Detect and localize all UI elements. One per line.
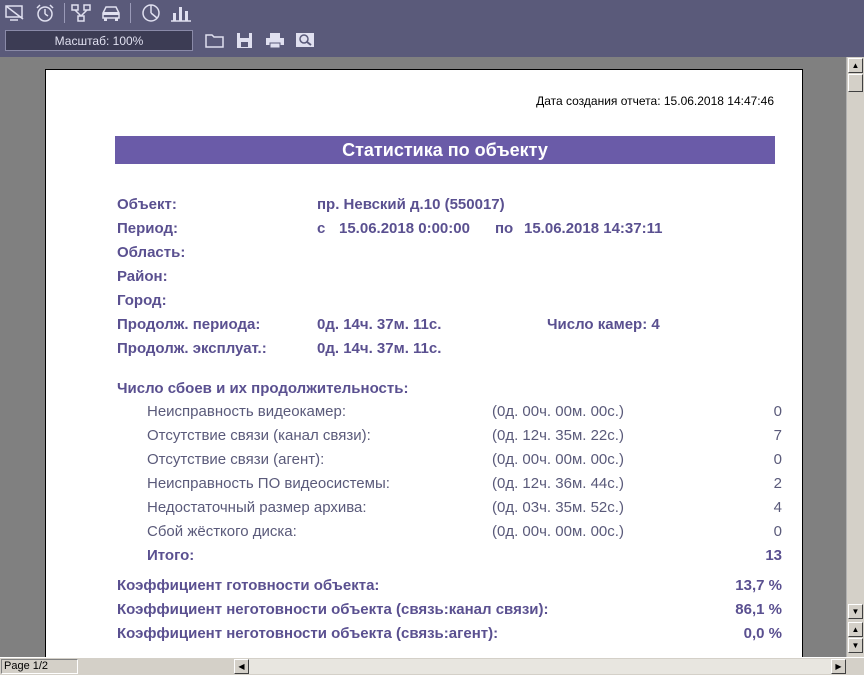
failure-count: 7 [773, 427, 782, 444]
scroll-thumb[interactable] [848, 74, 863, 92]
status-bar [0, 657, 864, 675]
failure-count: 2 [773, 475, 782, 492]
failure-name: Неисправность ПО видеосистемы: [147, 475, 390, 492]
prev-page-button[interactable]: ▲ [848, 622, 863, 637]
failure-duration: (0д. 00ч. 00м. 00с.) [492, 451, 624, 468]
save-icon[interactable] [234, 30, 256, 50]
report-title: Статистика по объекту [115, 136, 775, 164]
coefficient-value: 0,0 % [743, 625, 782, 642]
district-label: Район: [117, 268, 168, 285]
scroll-left-button[interactable]: ◀ [234, 659, 249, 674]
period-from-word: с [317, 220, 326, 237]
failure-duration: (0д. 03ч. 35м. 52с.) [492, 499, 624, 516]
monitor-off-icon[interactable] [4, 3, 26, 23]
period-label: Период: [117, 220, 178, 237]
car-icon[interactable] [100, 3, 122, 23]
report-viewport[interactable] [0, 57, 846, 657]
region-label: Область: [117, 244, 186, 261]
failure-name: Недостаточный размер архива: [147, 499, 367, 516]
scroll-right-button[interactable]: ▶ [831, 659, 846, 674]
scroll-down-button[interactable]: ▼ [848, 604, 863, 619]
coefficient-value: 13,7 % [735, 577, 782, 594]
city-label: Город: [117, 292, 167, 309]
duration-value: 0д. 14ч. 37м. 11с. [317, 316, 442, 333]
report-created-date: Дата создания отчета: 15.06.2018 14:47:46 [536, 94, 774, 108]
failure-count: 4 [773, 499, 782, 516]
bar-chart-icon[interactable] [170, 3, 192, 23]
scroll-up-button[interactable]: ▲ [848, 58, 863, 73]
main-toolbar [0, 0, 864, 27]
zoom-level-field[interactable]: Масштаб: 100% [5, 30, 193, 51]
toolbar-separator [64, 3, 65, 23]
object-value: пр. Невский д.10 (550017) [317, 196, 505, 213]
vertical-scrollbar[interactable] [846, 57, 864, 657]
duration-label: Продолж. периода: [117, 316, 261, 333]
failure-duration: (0д. 12ч. 36м. 44с.) [492, 475, 624, 492]
failure-name: Сбой жёсткого диска: [147, 523, 297, 540]
zoom-icon[interactable] [294, 30, 316, 50]
failure-count: 0 [773, 523, 782, 540]
print-icon[interactable] [264, 30, 286, 50]
page-indicator: Page 1/2 [1, 659, 78, 674]
total-value: 13 [765, 547, 782, 564]
coefficient-label: Коэффициент неготовности объекта (связь:агент): [117, 625, 499, 642]
network-icon[interactable] [70, 3, 92, 23]
coefficient-label: Коэффициент готовности объекта: [117, 577, 380, 594]
operation-value: 0д. 14ч. 37м. 11с. [317, 340, 442, 357]
operation-label: Продолж. эксплуат.: [117, 340, 267, 357]
report-page [45, 69, 803, 657]
period-to-word: по [495, 220, 514, 237]
period-to: 15.06.2018 14:37:11 [524, 220, 663, 237]
next-page-button[interactable]: ▼ [848, 638, 863, 653]
pie-chart-icon[interactable] [140, 3, 162, 23]
failure-count: 0 [773, 451, 782, 468]
object-label: Объект: [117, 196, 177, 213]
failure-duration: (0д. 12ч. 35м. 22с.) [492, 427, 624, 444]
period-from: 15.06.2018 0:00:00 [339, 220, 470, 237]
coefficient-value: 86,1 % [735, 601, 782, 618]
failure-name: Отсутствие связи (канал связи): [147, 427, 371, 444]
print-toolbar [0, 27, 864, 57]
failure-name: Неисправность видеокамер: [147, 403, 346, 420]
coefficient-label: Коэффициент неготовности объекта (связь:канал связи): [117, 601, 549, 618]
alarm-clock-icon[interactable] [34, 3, 56, 23]
failure-count: 0 [773, 403, 782, 420]
failure-duration: (0д. 00ч. 00м. 00с.) [492, 403, 624, 420]
total-label: Итого: [147, 547, 195, 564]
failure-name: Отсутствие связи (агент): [147, 451, 325, 468]
toolbar-separator [130, 3, 131, 23]
folder-icon[interactable] [204, 30, 226, 50]
failure-duration: (0д. 00ч. 00м. 00с.) [492, 523, 624, 540]
failures-heading: Число сбоев и их продолжительность: [117, 380, 409, 397]
horizontal-scrollbar[interactable] [234, 659, 846, 674]
cameras-count: Число камер: 4 [547, 316, 660, 333]
